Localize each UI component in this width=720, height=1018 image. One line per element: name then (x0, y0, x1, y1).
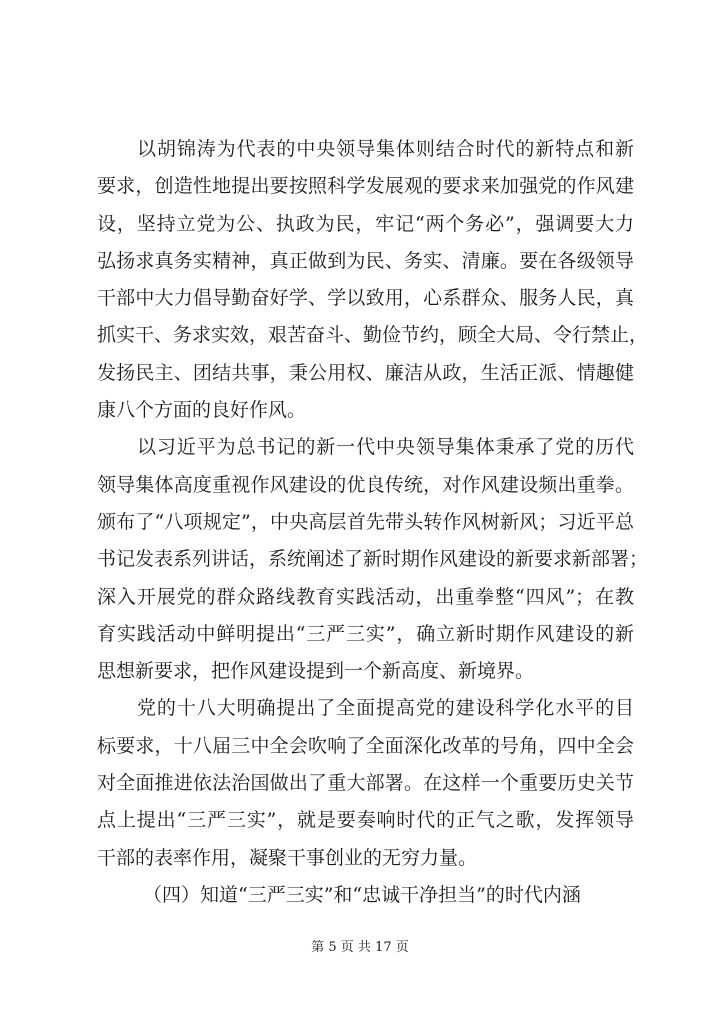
text-line: 书记发表系列讲话，系统阐述了新时期作风建设的新要求新部署； (97, 548, 649, 571)
text-line: 康八个方面的良好作风。 (97, 399, 307, 422)
text-line: 标要求，十八届三中全会吹响了全面深化改革的号角，四中全会 (97, 734, 634, 757)
text-line: 点上提出“三严三实”，就是要奏响时代的正气之歌，发挥领导 (97, 809, 634, 832)
section-heading: （四）知道“三严三实”和“忠诚干净担当”的时代内涵 (143, 883, 581, 906)
text-line: 干部的表率作用，凝聚干事创业的无穷力量。 (97, 846, 478, 869)
text-line: 设，坚持立党为公、执政为民，牢记“两个务必”，强调要大力 (97, 212, 634, 235)
paragraph-1 (97, 131, 649, 429)
text-line: 领导集体高度重视作风建设的优良传统，对作风建设频出重拳。 (97, 473, 634, 496)
page-number-footer: 第 5 页 共 17 页 (311, 940, 409, 955)
text-line: 以习近平为总书记的新一代中央领导集体秉承了党的历代 (137, 436, 634, 459)
paragraph-3 (97, 690, 634, 876)
text-line: 思想新要求，把作风建设提到一个新高度、新境界。 (97, 660, 535, 683)
document-body (97, 131, 649, 914)
text-line: 要求，创造性地提出要按照科学发展观的要求来加强党的作风建 (97, 175, 634, 198)
text-line: 抓实干、务求实效，艰苦奋斗、勤俭节约，顾全大局、令行禁止， (97, 324, 649, 347)
text-line: 党的十八大明确提出了全面提高党的建设科学化水平的目 (137, 697, 634, 720)
text-line: 育实践活动中鲜明提出“三严三实”，确立新时期作风建设的新 (97, 622, 634, 645)
text-line: 发扬民主、团结共事，秉公用权、廉洁从政，生活正派、情趣健 (97, 361, 634, 384)
text-line: 弘扬求真务实精神，真正做到为民、务实、清廉。要在各级领导 (97, 249, 634, 272)
text-line: 以胡锦涛为代表的中央领导集体则结合时代的新特点和新 (137, 138, 634, 160)
text-line: 对全面推进依法治国做出了重大部署。在这样一个重要历史关节 (97, 772, 634, 795)
text-line: 颁布了“八项规定”，中央高层首先带头转作风树新风；习近平总 (97, 510, 634, 533)
paragraph-2 (97, 429, 649, 690)
text-line: 深入开展党的群众路线教育实践活动，出重拳整“四风”；在教 (97, 585, 634, 608)
text-line: 干部中大力倡导勤奋好学、学以致用，心系群众、服务人民，真 (97, 287, 634, 310)
